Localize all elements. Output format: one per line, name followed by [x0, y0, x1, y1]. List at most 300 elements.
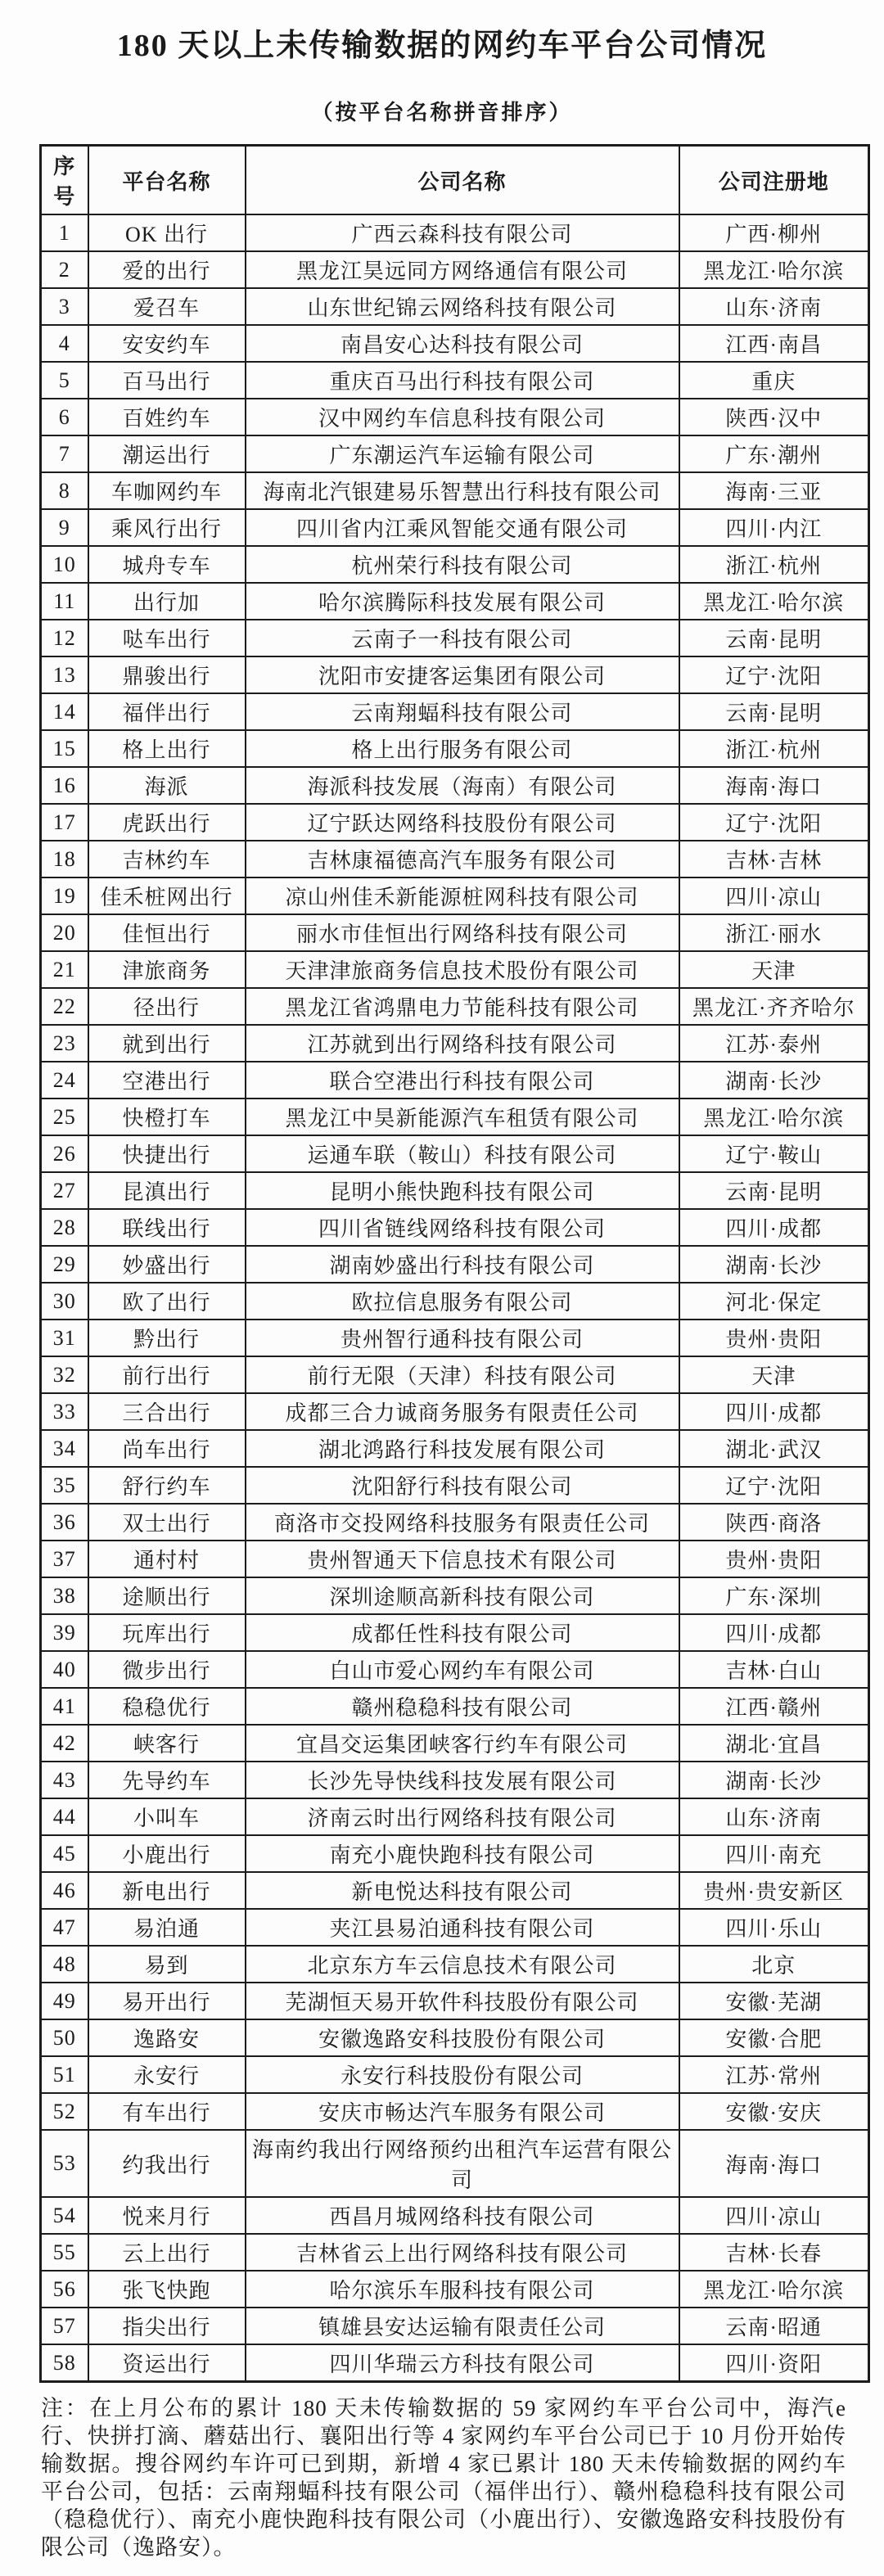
platform-name: 悦来月行	[88, 2197, 246, 2234]
company-name: 西昌月城网络科技有限公司	[246, 2197, 679, 2234]
company-name: 汉中网约车信息科技有限公司	[246, 399, 679, 435]
company-name: 山东世纪锦云网络科技有限公司	[246, 288, 679, 325]
table-row	[41, 656, 869, 693]
row-number: 58	[41, 2344, 88, 2382]
table-row	[41, 1725, 869, 1762]
table-row	[41, 472, 869, 509]
company-location: 陕西·汉中	[679, 399, 869, 435]
header-platform-name: 平台名称	[88, 146, 246, 215]
company-name: 安徽逸路安科技股份有限公司	[246, 2019, 679, 2056]
company-name: 宜昌交运集团峡客行约车有限公司	[246, 1725, 679, 1762]
company-name: 杭州荣行科技有限公司	[246, 546, 679, 583]
company-location: 海南·海口	[679, 2130, 869, 2197]
platform-name: 逸路安	[88, 2019, 246, 2056]
company-location: 黑龙江·哈尔滨	[679, 251, 869, 288]
company-name: 重庆百马出行科技有限公司	[246, 362, 679, 399]
page-subtitle: （按平台名称拼音排序）	[311, 101, 573, 124]
company-location: 辽宁·沈阳	[679, 804, 869, 841]
row-number: 39	[41, 1614, 88, 1651]
row-number: 20	[41, 914, 88, 951]
company-name: 吉林康福德高汽车服务有限公司	[246, 841, 679, 877]
row-number: 31	[41, 1320, 88, 1356]
company-location: 江苏·泰州	[679, 1025, 869, 1062]
platform-name: 欧了出行	[88, 1283, 246, 1320]
company-name: 前行无限（天津）科技有限公司	[246, 1356, 679, 1393]
row-number: 18	[41, 841, 88, 877]
table-row	[41, 1798, 869, 1835]
platform-name: OK 出行	[88, 214, 246, 251]
row-number: 23	[41, 1025, 88, 1062]
company-name: 北京东方车云信息技术有限公司	[246, 1946, 679, 1983]
table-row	[41, 2308, 869, 2344]
company-location: 海南·海口	[679, 767, 869, 804]
company-location: 四川·凉山	[679, 2197, 869, 2234]
company-name: 成都任性科技有限公司	[246, 1614, 679, 1651]
table-row	[41, 1062, 869, 1099]
table-row	[41, 1541, 869, 1577]
company-name: 赣州稳稳科技有限公司	[246, 1688, 679, 1725]
row-number: 4	[41, 325, 88, 362]
row-number: 29	[41, 1246, 88, 1283]
company-location: 吉林·吉林	[679, 841, 869, 877]
company-name: 昆明小熊快跑科技有限公司	[246, 1172, 679, 1209]
row-number: 19	[41, 877, 88, 914]
row-number: 56	[41, 2271, 88, 2308]
platform-name: 格上出行	[88, 730, 246, 767]
row-number: 38	[41, 1577, 88, 1614]
company-name: 凉山州佳禾新能源桩网科技有限公司	[246, 877, 679, 914]
platform-name: 车咖网约车	[88, 472, 246, 509]
row-number: 45	[41, 1835, 88, 1872]
table-row	[41, 362, 869, 399]
company-name: 白山市爱心网约车有限公司	[246, 1651, 679, 1688]
company-name: 四川省内江乘风智能交通有限公司	[246, 509, 679, 546]
row-number: 48	[41, 1946, 88, 1983]
row-number: 13	[41, 656, 88, 693]
platform-name: 稳稳优行	[88, 1688, 246, 1725]
row-number: 5	[41, 362, 88, 399]
company-name: 云南翔蝠科技有限公司	[246, 693, 679, 730]
table-row	[41, 1504, 869, 1541]
company-location: 山东·济南	[679, 288, 869, 325]
row-number: 14	[41, 693, 88, 730]
company-name: 成都三合力诚商务服务有限责任公司	[246, 1393, 679, 1430]
platform-name: 昆滇出行	[88, 1172, 246, 1209]
platform-name: 快捷出行	[88, 1135, 246, 1172]
company-name: 永安行科技股份有限公司	[246, 2056, 679, 2093]
company-name: 新电悦达科技有限公司	[246, 1872, 679, 1909]
row-number: 46	[41, 1872, 88, 1909]
company-name: 吉林省云上出行网络科技有限公司	[246, 2234, 679, 2271]
company-name: 黑龙江昊远同方网络通信有限公司	[246, 251, 679, 288]
company-name: 沈阳市安捷客运集团有限公司	[246, 656, 679, 693]
table-row	[41, 214, 869, 251]
table-row	[41, 1283, 869, 1320]
platform-name: 爱的出行	[88, 251, 246, 288]
table-body	[41, 214, 869, 2382]
table-row	[41, 1025, 869, 1062]
row-number: 22	[41, 988, 88, 1025]
company-name: 海派科技发展（海南）有限公司	[246, 767, 679, 804]
platform-name: 永安行	[88, 2056, 246, 2093]
platform-name: 安安约车	[88, 325, 246, 362]
table-row	[41, 620, 869, 656]
table-row	[41, 951, 869, 988]
row-number: 36	[41, 1504, 88, 1541]
row-number: 7	[41, 435, 88, 472]
company-location: 四川·资阳	[679, 2344, 869, 2382]
table-row	[41, 1651, 869, 1688]
platform-name: 联线出行	[88, 1209, 246, 1246]
company-location: 河北·保定	[679, 1283, 869, 1320]
company-location: 云南·昆明	[679, 1172, 869, 1209]
platform-name: 百姓约车	[88, 399, 246, 435]
table-row	[41, 1577, 869, 1614]
platform-name: 资运出行	[88, 2344, 246, 2382]
company-name: 济南云时出行网络科技有限公司	[246, 1798, 679, 1835]
company-name: 沈阳舒行科技有限公司	[246, 1467, 679, 1504]
table-row	[41, 1172, 869, 1209]
row-number: 8	[41, 472, 88, 509]
table-row	[41, 2019, 869, 2056]
platform-name: 哒车出行	[88, 620, 246, 656]
company-location: 四川·凉山	[679, 877, 869, 914]
table-row	[41, 877, 869, 914]
platform-name: 峡客行	[88, 1725, 246, 1762]
company-location: 安徽·芜湖	[679, 1983, 869, 2019]
platform-name: 有车出行	[88, 2093, 246, 2130]
platform-name: 城舟专车	[88, 546, 246, 583]
table-row	[41, 435, 869, 472]
company-name: 广西云森科技有限公司	[246, 214, 679, 251]
row-number: 50	[41, 2019, 88, 2056]
company-location: 四川·成都	[679, 1209, 869, 1246]
platform-name: 空港出行	[88, 1062, 246, 1099]
company-name: 安庆市畅达汽车服务有限公司	[246, 2093, 679, 2130]
company-location: 黑龙江·哈尔滨	[679, 1099, 869, 1135]
company-location: 云南·昭通	[679, 2308, 869, 2344]
table-row	[41, 2056, 869, 2093]
row-number: 3	[41, 288, 88, 325]
company-location: 湖南·长沙	[679, 1246, 869, 1283]
company-location: 湖南·长沙	[679, 1062, 869, 1099]
platform-name: 津旅商务	[88, 951, 246, 988]
row-number: 53	[41, 2130, 88, 2197]
company-name: 芜湖恒天易开软件科技股份有限公司	[246, 1983, 679, 2019]
company-location: 辽宁·鞍山	[679, 1135, 869, 1172]
table-row	[41, 1909, 869, 1946]
table-row	[41, 841, 869, 877]
platform-name: 虎跃出行	[88, 804, 246, 841]
platform-name: 佳恒出行	[88, 914, 246, 951]
row-number: 26	[41, 1135, 88, 1172]
row-number: 28	[41, 1209, 88, 1246]
row-number: 25	[41, 1099, 88, 1135]
table-row	[41, 325, 869, 362]
company-location: 四川·成都	[679, 1393, 869, 1430]
company-name: 湖南妙盛出行科技有限公司	[246, 1246, 679, 1283]
company-name: 湖北鸿路行科技发展有限公司	[246, 1430, 679, 1467]
header-company-location: 公司注册地	[679, 146, 869, 215]
company-name: 四川省链线网络科技有限公司	[246, 1209, 679, 1246]
table-row	[41, 2197, 869, 2234]
platform-name: 张飞快跑	[88, 2271, 246, 2308]
company-location: 黑龙江·哈尔滨	[679, 583, 869, 620]
platform-name: 微步出行	[88, 1651, 246, 1688]
platform-name: 径出行	[88, 988, 246, 1025]
table-row	[41, 1872, 869, 1909]
platform-name: 吉林约车	[88, 841, 246, 877]
row-number: 17	[41, 804, 88, 841]
table-row	[41, 1246, 869, 1283]
company-location: 黑龙江·齐齐哈尔	[679, 988, 869, 1025]
platform-name: 鼎骏出行	[88, 656, 246, 693]
company-name: 南充小鹿快跑科技有限公司	[246, 1835, 679, 1872]
platform-name: 小叫车	[88, 1798, 246, 1835]
company-location: 吉林·长春	[679, 2234, 869, 2271]
company-location: 江苏·常州	[679, 2056, 869, 2093]
company-name: 贵州智行通科技有限公司	[246, 1320, 679, 1356]
company-name: 哈尔滨乐车服科技有限公司	[246, 2271, 679, 2308]
company-location: 四川·乐山	[679, 1909, 869, 1946]
row-number: 49	[41, 1983, 88, 2019]
company-name: 天津津旅商务信息技术股份有限公司	[246, 951, 679, 988]
company-location: 陕西·商洛	[679, 1504, 869, 1541]
company-location: 辽宁·沈阳	[679, 1467, 869, 1504]
table-row	[41, 1393, 869, 1430]
company-location: 江西·南昌	[679, 325, 869, 362]
company-location: 天津	[679, 1356, 869, 1393]
company-location: 湖北·武汉	[679, 1430, 869, 1467]
table-row	[41, 1614, 869, 1651]
company-location: 贵州·贵阳	[679, 1320, 869, 1356]
company-location: 山东·济南	[679, 1798, 869, 1835]
platform-name: 约我出行	[88, 2130, 246, 2197]
row-number: 55	[41, 2234, 88, 2271]
table-row	[41, 1430, 869, 1467]
row-number: 52	[41, 2093, 88, 2130]
table-row	[41, 693, 869, 730]
table-row	[41, 583, 869, 620]
company-location: 江西·赣州	[679, 1688, 869, 1725]
row-number: 2	[41, 251, 88, 288]
company-name: 联合空港出行科技有限公司	[246, 1062, 679, 1099]
company-name: 夹江县易泊通科技有限公司	[246, 1909, 679, 1946]
row-number: 43	[41, 1762, 88, 1798]
company-location: 湖南·长沙	[679, 1762, 869, 1798]
company-name: 云南子一科技有限公司	[246, 620, 679, 656]
company-location: 四川·南充	[679, 1835, 869, 1872]
platform-name: 三合出行	[88, 1393, 246, 1430]
platform-name: 出行加	[88, 583, 246, 620]
row-number: 54	[41, 2197, 88, 2234]
company-name: 海南北汽银建易乐智慧出行科技有限公司	[246, 472, 679, 509]
platform-name: 尚车出行	[88, 1430, 246, 1467]
row-number: 33	[41, 1393, 88, 1430]
company-location: 黑龙江·哈尔滨	[679, 2271, 869, 2308]
table-row	[41, 1356, 869, 1393]
row-number: 16	[41, 767, 88, 804]
platform-name: 黔出行	[88, 1320, 246, 1356]
row-number: 21	[41, 951, 88, 988]
table-row	[41, 288, 869, 325]
row-number: 32	[41, 1356, 88, 1393]
table-row	[41, 1688, 869, 1725]
row-number: 6	[41, 399, 88, 435]
company-name: 四川华瑞云方科技有限公司	[246, 2344, 679, 2382]
platform-name: 易泊通	[88, 1909, 246, 1946]
company-location: 湖北·宜昌	[679, 1725, 869, 1762]
row-number: 27	[41, 1172, 88, 1209]
row-number: 1	[41, 214, 88, 251]
row-number: 35	[41, 1467, 88, 1504]
table-row	[41, 251, 869, 288]
company-location: 浙江·杭州	[679, 546, 869, 583]
company-location: 吉林·白山	[679, 1651, 869, 1688]
row-number: 30	[41, 1283, 88, 1320]
company-name: 格上出行服务有限公司	[246, 730, 679, 767]
company-name: 深圳途顺高新科技有限公司	[246, 1577, 679, 1614]
platform-name: 爱召车	[88, 288, 246, 325]
table-row	[41, 1762, 869, 1798]
platform-name: 潮运出行	[88, 435, 246, 472]
platform-name: 双士出行	[88, 1504, 246, 1541]
row-number: 44	[41, 1798, 88, 1835]
company-name: 海南约我出行网络预约出租汽车运营有限公司	[246, 2130, 679, 2197]
row-number: 24	[41, 1062, 88, 1099]
platform-name: 佳禾桩网出行	[88, 877, 246, 914]
header-company-name: 公司名称	[246, 146, 679, 215]
company-name: 贵州智通天下信息技术有限公司	[246, 1541, 679, 1577]
platform-name: 易到	[88, 1946, 246, 1983]
company-location: 辽宁·沈阳	[679, 656, 869, 693]
platform-name: 舒行约车	[88, 1467, 246, 1504]
row-number: 57	[41, 2308, 88, 2344]
row-number: 34	[41, 1430, 88, 1467]
platform-name: 云上出行	[88, 2234, 246, 2271]
table-row	[41, 767, 869, 804]
table-row	[41, 988, 869, 1025]
table-row	[41, 804, 869, 841]
company-location: 重庆	[679, 362, 869, 399]
company-name: 黑龙江省鸿鼎电力节能科技有限公司	[246, 988, 679, 1025]
row-number: 15	[41, 730, 88, 767]
company-location: 贵州·贵安新区	[679, 1872, 869, 1909]
table-row	[41, 2130, 869, 2197]
platform-name: 新电出行	[88, 1872, 246, 1909]
row-number: 42	[41, 1725, 88, 1762]
row-number: 37	[41, 1541, 88, 1577]
table-row	[41, 1835, 869, 1872]
platform-name: 就到出行	[88, 1025, 246, 1062]
company-location: 四川·成都	[679, 1614, 869, 1651]
platform-name: 小鹿出行	[88, 1835, 246, 1872]
table-row	[41, 2093, 869, 2130]
table-row	[41, 1467, 869, 1504]
page-title: 180 天以上未传输数据的网约车平台公司情况	[116, 29, 768, 63]
company-name: 广东潮运汽车运输有限公司	[246, 435, 679, 472]
company-name: 哈尔滨腾际科技发展有限公司	[246, 583, 679, 620]
company-name: 欧拉信息服务有限公司	[246, 1283, 679, 1320]
company-location: 天津	[679, 951, 869, 988]
table-row	[41, 399, 869, 435]
table-row	[41, 1320, 869, 1356]
row-number: 47	[41, 1909, 88, 1946]
table-row	[41, 1983, 869, 2019]
header-row-number: 序号	[41, 146, 88, 215]
company-location: 北京	[679, 1946, 869, 1983]
platform-table	[39, 144, 870, 2383]
company-location: 海南·三亚	[679, 472, 869, 509]
table-row	[41, 2234, 869, 2271]
company-name: 丽水市佳恒出行网络科技有限公司	[246, 914, 679, 951]
platform-name: 百马出行	[88, 362, 246, 399]
company-name: 商洛市交投网络科技服务有限责任公司	[246, 1504, 679, 1541]
platform-name: 福伴出行	[88, 693, 246, 730]
company-location: 广西·柳州	[679, 214, 869, 251]
table-row	[41, 1946, 869, 1983]
row-number: 12	[41, 620, 88, 656]
company-name: 江苏就到出行网络科技有限公司	[246, 1025, 679, 1062]
platform-name: 先导约车	[88, 1762, 246, 1798]
company-name: 辽宁跃达网络科技股份有限公司	[246, 804, 679, 841]
platform-name: 乘风行出行	[88, 509, 246, 546]
row-number: 51	[41, 2056, 88, 2093]
table-row	[41, 509, 869, 546]
table-row	[41, 2344, 869, 2382]
table-row	[41, 1135, 869, 1172]
table-row	[41, 1099, 869, 1135]
platform-name: 玩库出行	[88, 1614, 246, 1651]
row-number: 11	[41, 583, 88, 620]
platform-name: 前行出行	[88, 1356, 246, 1393]
company-location: 云南·昆明	[679, 620, 869, 656]
company-location: 广东·潮州	[679, 435, 869, 472]
table-row	[41, 730, 869, 767]
platform-name: 途顺出行	[88, 1577, 246, 1614]
company-location: 安徽·安庆	[679, 2093, 869, 2130]
table-header-row	[41, 146, 869, 215]
company-location: 四川·内江	[679, 509, 869, 546]
table-row	[41, 914, 869, 951]
row-number: 40	[41, 1651, 88, 1688]
company-location: 云南·昆明	[679, 693, 869, 730]
platform-name: 快橙打车	[88, 1099, 246, 1135]
table-row	[41, 2271, 869, 2308]
company-name: 运通车联（鞍山）科技有限公司	[246, 1135, 679, 1172]
table-row	[41, 1209, 869, 1246]
table-row	[41, 546, 869, 583]
platform-name: 指尖出行	[88, 2308, 246, 2344]
company-name: 长沙先导快线科技发展有限公司	[246, 1762, 679, 1798]
company-name: 南昌安心达科技有限公司	[246, 325, 679, 362]
row-number: 9	[41, 509, 88, 546]
row-number: 10	[41, 546, 88, 583]
company-location: 浙江·杭州	[679, 730, 869, 767]
company-location: 浙江·丽水	[679, 914, 869, 951]
company-name: 黑龙江中昊新能源汽车租赁有限公司	[246, 1099, 679, 1135]
platform-name: 易开出行	[88, 1983, 246, 2019]
platform-name: 妙盛出行	[88, 1246, 246, 1283]
company-name: 镇雄县安达运输有限责任公司	[246, 2308, 679, 2344]
company-location: 安徽·合肥	[679, 2019, 869, 2056]
footnote: 注：在上月公布的累计 180 天未传输数据的 59 家网约车平台公司中，海汽e行、快拼打滴、蘑菇出行、襄阳出行等 4 家网约车平台公司已于 10 月份开始传输数据。搜谷网约车许可已到期，新增 4 家已累计 180 天未传输数据的网约车平台公司，包括：云南翔蝠科技有限公司（福伴出行）、赣州稳稳科技有限公司（稳稳优行）、南充小鹿快跑科技有限公司（小鹿出行）、安徽逸路安科技股份有限公司（逸路安）。	[41, 2396, 846, 2560]
table-header	[41, 146, 869, 215]
row-number: 41	[41, 1688, 88, 1725]
platform-name: 海派	[88, 767, 246, 804]
company-location: 广东·深圳	[679, 1577, 869, 1614]
company-location: 贵州·贵阳	[679, 1541, 869, 1577]
